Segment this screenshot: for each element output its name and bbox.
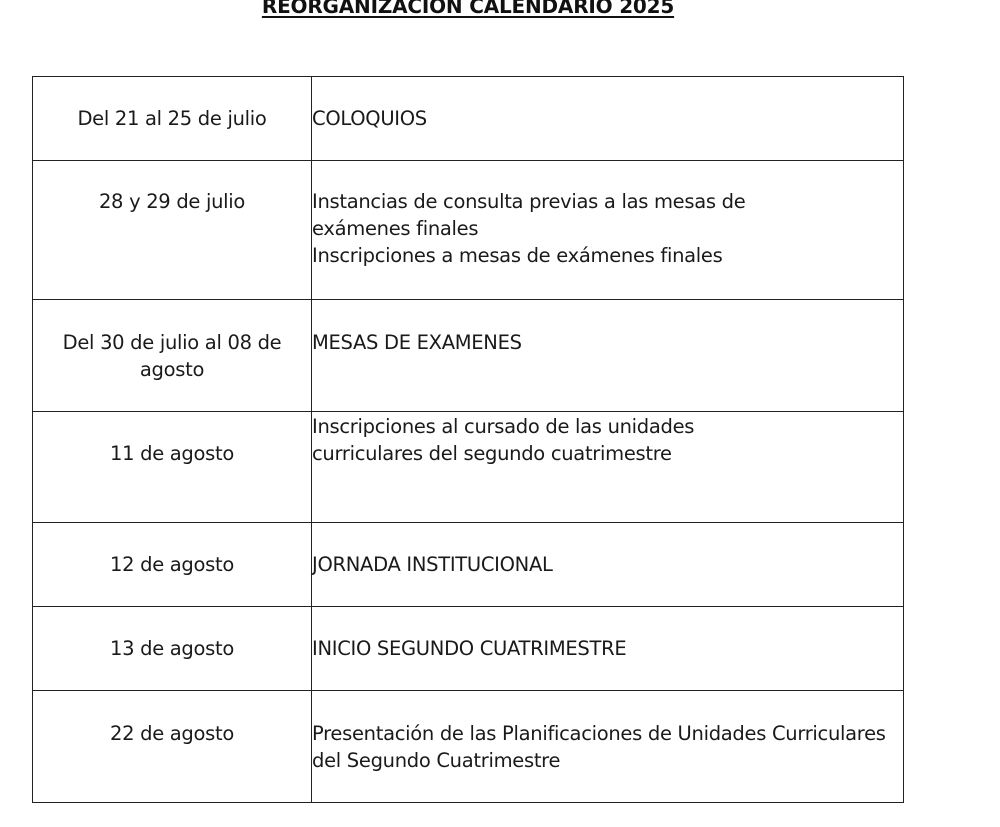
activity-cell	[312, 300, 904, 412]
activity-cell	[312, 161, 904, 300]
activity-text: Instancias de consulta previas a las mesas de exámenes finales	[312, 190, 746, 240]
table-row	[33, 412, 904, 523]
activity-text: JORNADA INSTITUCIONAL	[312, 553, 553, 576]
date-cell: 22 de agosto	[33, 691, 312, 803]
table-row	[33, 161, 904, 300]
date-cell: Del 30 de julio al 08 de agosto	[33, 300, 312, 412]
activity-cell	[312, 523, 904, 607]
document-title: REORGANIZACION CALENDARIO 2025	[261, 0, 675, 18]
activity-text: COLOQUIOS	[312, 107, 427, 130]
activity-text: Inscripciones al cursado de las unidades curriculares del segundo cuatrimestre	[312, 415, 695, 465]
table-row	[33, 523, 904, 607]
activity-cell	[312, 77, 904, 161]
table-row	[33, 607, 904, 691]
activity-text: MESAS DE EXAMENES	[312, 331, 522, 354]
date-cell: 28 y 29 de julio	[33, 161, 312, 300]
table-row	[33, 77, 904, 161]
date-cell: 12 de agosto	[33, 523, 312, 607]
activity-text: INICIO SEGUNDO CUATRIMESTRE	[312, 637, 627, 660]
table-row	[33, 300, 904, 412]
date-cell: 11 de agosto	[33, 412, 312, 523]
activity-cell	[312, 412, 904, 523]
date-cell: Del 21 al 25 de julio	[33, 77, 312, 161]
date-cell: 13 de agosto	[33, 607, 312, 691]
calendar-table	[32, 76, 904, 803]
table-row	[33, 691, 904, 803]
activity-text: Presentación de las Planificaciones de Unidades Curriculares del Segundo Cuatrimestre	[312, 722, 886, 772]
activity-cell	[312, 691, 904, 803]
activity-cell	[312, 607, 904, 691]
activity-text: Inscripciones a mesas de exámenes finales	[312, 244, 723, 267]
